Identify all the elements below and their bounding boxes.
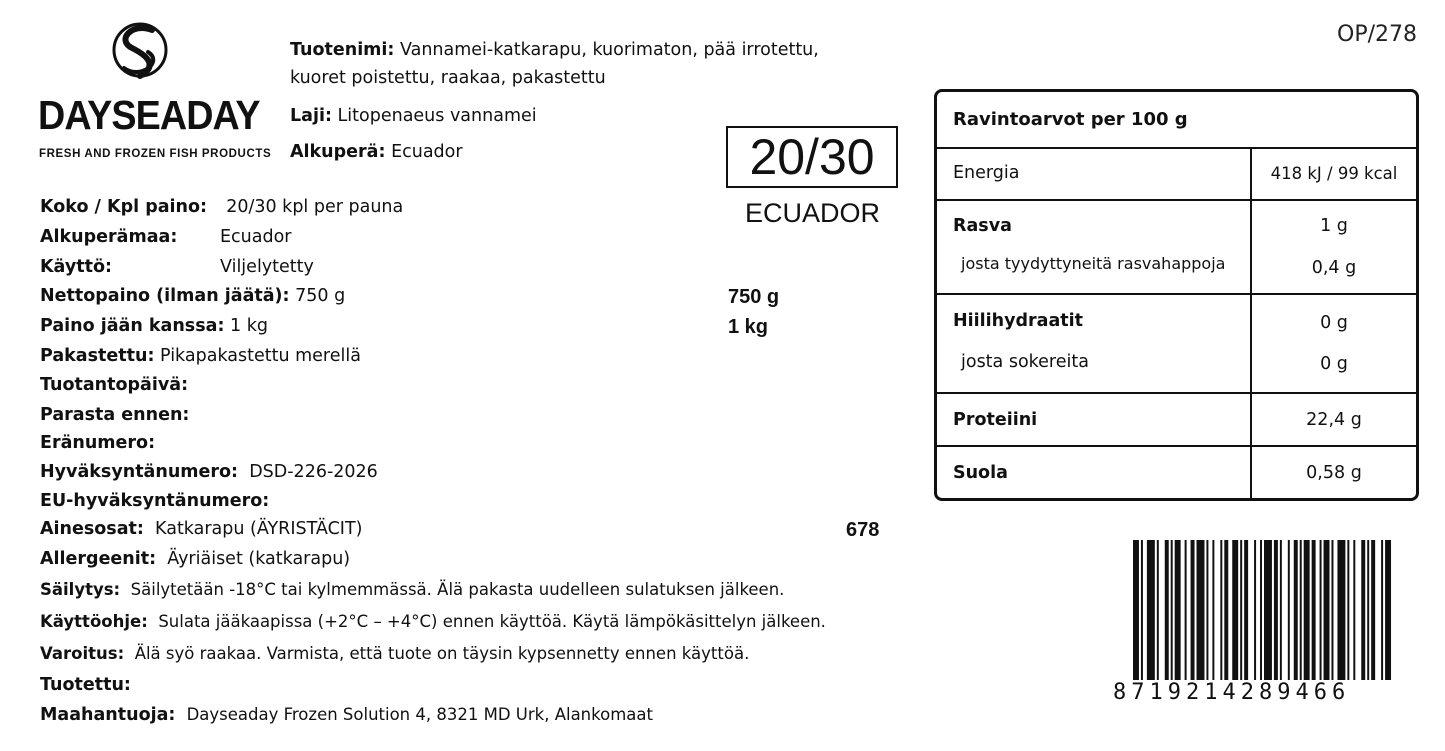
barcode-bar — [1212, 540, 1214, 680]
detail-label: Nettopaino (ilman jäätä): — [40, 286, 290, 306]
barcode-bar — [1381, 540, 1383, 680]
detail-label: Koko / Kpl paino: — [40, 197, 208, 217]
detail-row — [40, 491, 269, 511]
nutrition-divider — [937, 392, 1416, 394]
nutrition-divider — [937, 147, 1416, 149]
barcode-icon — [1133, 540, 1395, 680]
detail-value: Dayseaday Frozen Solution 4, 8321 MD Urk, Alankomaat — [186, 705, 653, 724]
wave-s-icon — [110, 18, 170, 82]
energy-label: Energia — [953, 163, 1020, 183]
detail-row — [40, 580, 784, 599]
detail-row — [40, 644, 749, 663]
detail-value: Sulata jääkaapissa (+2°C – +4°C) ennen käyttöä. Käytä lämpökäsittelyn jälkeen. — [158, 612, 826, 631]
detail-value: Katkarapu (ÄYRISTÄCIT) — [155, 519, 363, 539]
product-name-line2: kuoret poistettu, raakaa, pakastettu — [290, 68, 606, 88]
barcode-bar — [1147, 540, 1155, 680]
origin-label: Alkuperä: — [290, 142, 386, 162]
detail-value: Pikapakastettu merellä — [160, 346, 361, 366]
barcode-bar — [1361, 540, 1365, 680]
barcode-bar — [1312, 540, 1316, 680]
saturated-fat-label: josta tyydyttyneitä rasvahappoja — [961, 254, 1226, 273]
barcode-bar — [1260, 540, 1262, 680]
barcode-bar — [1294, 540, 1298, 680]
barcode-bar — [1304, 540, 1310, 680]
species-label: Laji: — [290, 106, 332, 126]
detail-label: Tuotettu: — [40, 675, 131, 695]
product-name-value: Vannamei-katkarapu, kuorimaton, pää irrotettu, — [400, 40, 819, 60]
gross-weight-value: 1 kg — [728, 316, 769, 338]
detail-label: Tuotantopäivä: — [40, 375, 189, 395]
nutrition-divider — [937, 199, 1416, 201]
detail-label: Allergeenit: — [40, 549, 157, 569]
detail-label: Ainesosat: — [40, 519, 144, 539]
barcode-bar — [1264, 540, 1272, 680]
detail-row — [40, 227, 292, 247]
detail-value: DSD-226-2026 — [249, 462, 378, 482]
barcode-bar — [1206, 540, 1208, 680]
detail-label: Paino jään kanssa: — [40, 316, 225, 336]
brand-logo-wordmark: DAYSEADAY — [38, 92, 260, 138]
reference-code: OP/278 — [1337, 22, 1417, 47]
barcode-bar — [1185, 540, 1187, 680]
detail-row — [40, 519, 362, 539]
detail-label: Varoitus: — [40, 644, 125, 663]
barcode-bar — [1244, 540, 1248, 680]
product-name-label: Tuotenimi: — [290, 40, 395, 60]
detail-value: 750 g — [295, 286, 346, 306]
barcode-bar — [1232, 540, 1238, 680]
carbohydrates-label: Hiilihydraatit — [953, 311, 1084, 331]
detail-label: Säilytys: — [40, 580, 121, 599]
nutrition-title: Ravintoarvot per 100 g — [953, 109, 1188, 130]
detail-row — [40, 612, 826, 631]
barcode-bar — [1254, 540, 1256, 680]
sugars-label: josta sokereita — [961, 352, 1089, 372]
detail-label: EU-hyväksyntänumero: — [40, 491, 270, 511]
protein-value: 22,4 g — [1306, 410, 1362, 430]
detail-label: Maahantuoja: — [40, 705, 176, 725]
fat-value: 1 g — [1320, 216, 1348, 236]
detail-row — [40, 316, 268, 336]
detail-row — [40, 257, 314, 277]
protein-label: Proteiini — [953, 410, 1038, 430]
barcode-bar — [1141, 540, 1143, 680]
nutrition-divider — [937, 293, 1416, 295]
saturated-fat-value: 0,4 g — [1311, 258, 1357, 278]
barcode-bar — [1171, 540, 1173, 680]
detail-row — [40, 375, 188, 395]
barcode-bar — [1300, 540, 1302, 680]
detail-label: Käyttö: — [40, 257, 112, 277]
net-weight-value: 750 g — [728, 286, 780, 308]
barcode-bar — [1288, 540, 1290, 680]
carbohydrates-value: 0 g — [1320, 313, 1348, 333]
size-grade-badge: 20/30 — [726, 126, 898, 188]
detail-row — [40, 705, 653, 725]
salt-label: Suola — [953, 463, 1008, 483]
product-species — [290, 106, 537, 126]
origin-value: Ecuador — [391, 142, 463, 162]
detail-row — [40, 549, 350, 569]
product-origin — [290, 142, 463, 162]
barcode-bar — [1385, 540, 1391, 680]
detail-row — [40, 346, 361, 366]
fat-label: Rasva — [953, 216, 1012, 236]
barcode-bar — [1371, 540, 1375, 680]
detail-value: Viljelytetty — [220, 257, 314, 277]
barcode-bar — [1133, 540, 1139, 680]
barcode-bar — [1240, 540, 1242, 680]
barcode-bar — [1175, 540, 1181, 680]
salt-value: 0,58 g — [1306, 463, 1362, 483]
barcode-bar — [1353, 540, 1355, 680]
barcode-bar — [1324, 540, 1330, 680]
barcode-bar — [1165, 540, 1169, 680]
barcode-bar — [1331, 540, 1333, 680]
detail-value: 1 kg — [230, 316, 268, 336]
barcode-bar — [1220, 540, 1222, 680]
detail-value: Säilytetään -18°C tai kylmemmässä. Älä pakasta uudelleen sulatuksen jälkeen. — [130, 580, 785, 599]
detail-label: Eränumero: — [40, 433, 156, 453]
detail-row — [40, 433, 155, 453]
sugars-value: 0 g — [1320, 354, 1348, 374]
detail-label: Alkuperämaa: — [40, 227, 178, 247]
barcode-bar — [1337, 540, 1345, 680]
energy-value: 418 kJ / 99 kcal — [1270, 164, 1398, 183]
barcode-bar — [1157, 540, 1159, 680]
detail-value: Ecuador — [220, 227, 292, 247]
detail-value: 20/30 kpl per pauna — [226, 197, 404, 217]
detail-value: Älä syö raakaa. Varmista, että tuote on täysin kypsennetty ennen käyttöä. — [134, 644, 750, 663]
barcode-bar — [1274, 540, 1278, 680]
detail-row — [40, 675, 131, 695]
detail-row — [40, 197, 403, 217]
detail-label: Hyväksyntänumero: — [40, 462, 239, 482]
barcode-bar — [1347, 540, 1349, 680]
barcode-digits: 8719214289466 — [1113, 680, 1351, 705]
lot-code: 678 — [846, 519, 880, 541]
barcode-bar — [1320, 540, 1322, 680]
barcode-bar — [1197, 540, 1205, 680]
detail-value: Äyriäiset (katkarapu) — [167, 549, 351, 569]
barcode-bar — [1191, 540, 1195, 680]
brand-tagline: FRESH AND FROZEN FISH PRODUCTS — [39, 148, 272, 160]
barcode-bar — [1367, 540, 1369, 680]
product-name-line1 — [290, 40, 819, 60]
detail-row — [40, 286, 345, 306]
nutrition-divider — [937, 445, 1416, 447]
barcode-bar — [1224, 540, 1228, 680]
nutrition-table — [934, 89, 1419, 501]
detail-row — [40, 462, 378, 482]
species-value: Litopenaeus vannamei — [337, 106, 537, 126]
detail-label: Parasta ennen: — [40, 405, 190, 425]
barcode-bar — [1280, 540, 1282, 680]
detail-label: Käyttöohje: — [40, 612, 148, 631]
detail-row — [40, 405, 189, 425]
detail-label: Pakastettu: — [40, 346, 155, 366]
size-grade-country: ECUADOR — [745, 198, 881, 228]
